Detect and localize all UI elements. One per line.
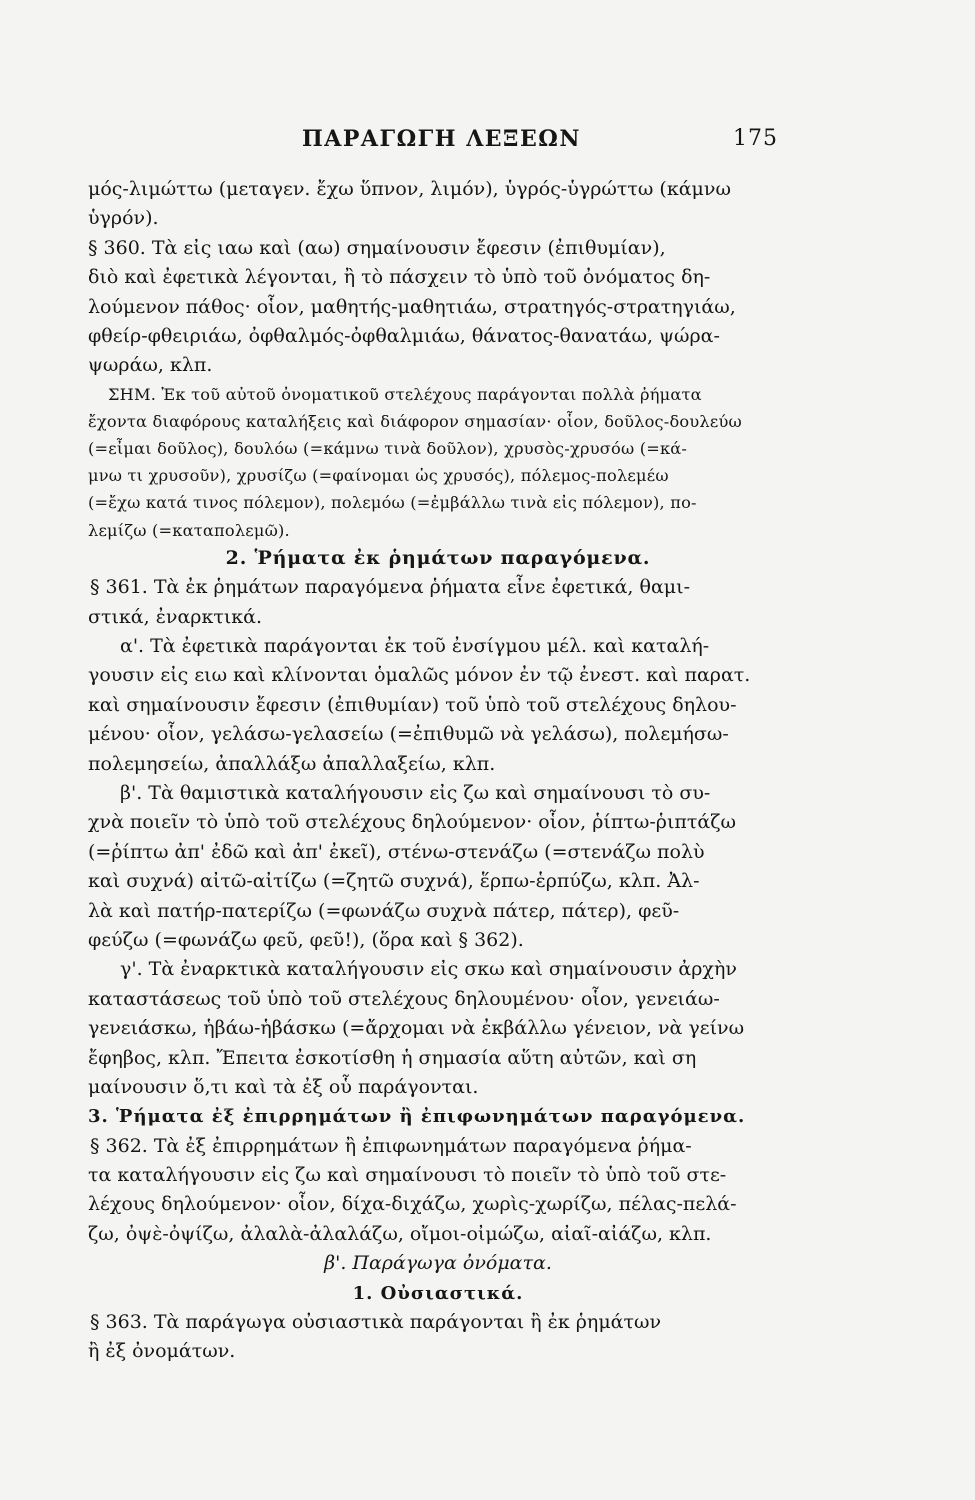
note-line: (=ἔχω κατά τινος πόλεμον), πολεμόω (=ἐμβάλλω τινὰ εἰς πόλεμον), πο-	[88, 493, 697, 513]
note-line: ἔχοντα διαφόρους καταλήξεις καὶ διάφορον σημασίαν· οἷον, δοῦλος-δουλεύω	[88, 411, 742, 431]
paragraph-361: § 361. Τὰ ἐκ ῥημάτων παραγόμενα ῥήματα εἶνε ἐφετικά, θαμι-	[90, 576, 691, 599]
subsection-heading: β'. Παράγωγα ὀνόματα.	[324, 1252, 552, 1275]
text-line: γουσιν εἰς ειω καὶ κλίνονται ὁμαλῶς μόνον ἐν τῷ ἐνεστ. καὶ παρατ.	[88, 664, 751, 687]
text-line: λούμενον πάθος· οἷον, μαθητής-μαθητιάω, στρατηγός-στρατηγιάω,	[88, 295, 736, 318]
text-line: φθείρ-φθειριάω, ὀφθαλμός-ὀφθαλμιάω, θάνατος-θανατάω, ψώρα-	[88, 324, 720, 347]
text-line: (=ῥίπτω ἀπ' ἐδῶ καὶ ἀπ' ἐκεῖ), στένω-στενάζω (=στενάζω πολὺ	[88, 840, 705, 863]
text-line: στικά, ἐναρκτικά.	[88, 605, 263, 628]
page-number: 175	[733, 126, 778, 151]
paragraph-362: § 362. Τὰ ἐξ ἐπιρρημάτων ἢ ἐπιφωνημάτων παραγόμενα ῥήμα-	[90, 1134, 692, 1157]
text-line: λὰ καὶ πατήρ-πατερίζω (=φωνάζω συχνὰ πάτερ, πάτερ), φεῦ-	[88, 899, 680, 922]
page-body	[88, 175, 788, 1367]
text-line: μένου· οἷον, γελάσω-γελασείω (=ἐπιθυμῶ νὰ γελάσω), πολεμήσω-	[88, 723, 729, 746]
text-line: γενειάσκω, ἡβάω-ἡβάσκω (=ἄρχομαι νὰ ἐκβάλλω γένειον, νὰ γείνω	[88, 1017, 745, 1040]
text-line: καὶ σημαίνουσιν ἔφεσιν (ἐπιθυμίαν) τοῦ ὑπὸ τοῦ στελέχους δηλου-	[88, 693, 737, 716]
text-line: καὶ συχνά) αἰτῶ-αἰτίζω (=ζητῶ συχνά), ἕρπω-ἑρπύζω, κλπ. Ἀλ-	[88, 870, 700, 893]
page-header-title: ΠΑΡΑΓΩΓΗ ΛΕΞΕΩΝ	[302, 126, 582, 152]
text-line: τα καταλήγουσιν εἰς ζω καὶ σημαίνουσι τὸ ποιεῖν τὸ ὑπὸ τοῦ στε-	[88, 1164, 727, 1187]
text-line: β'. Τὰ θαμιστικὰ καταλήγουσιν εἰς ζω καὶ σημαίνουσι τὸ συ-	[120, 781, 711, 804]
text-line: ζω, ὀψὲ-ὀψίζω, ἀλαλὰ-ἀλαλάζω, οἴμοι-οἰμώζω, αἰαῖ-αἰάζω, κλπ.	[88, 1222, 712, 1245]
section-heading: 3. Ῥήματα ἐξ ἐπιρρημάτων ἢ ἐπιφωνημάτων παραγόμενα.	[88, 1106, 746, 1128]
note-line: ΣΗΜ. Ἐκ τοῦ αὐτοῦ ὀνοματικοῦ στελέχους παράγονται πολλὰ ῥήματα	[108, 384, 702, 404]
running-head	[88, 126, 795, 158]
text-line: λέχους δηλούμενον· οἷον, δίχα-διχάζω, χωρὶς-χωρίζω, πέλας-πελά-	[88, 1193, 737, 1216]
text-line: α'. Τὰ ἐφετικὰ παράγονται ἐκ τοῦ ἐνσίγμου μέλ. καὶ καταλή-	[120, 635, 710, 658]
text-line: ψωράω, κλπ.	[88, 354, 213, 377]
text-line: διὸ καὶ ἐφετικὰ λέγονται, ἢ τὸ πάσχειν τὸ ὑπὸ τοῦ ὀνόματος δη-	[88, 266, 711, 289]
text-line: ὑγρόν).	[88, 207, 159, 230]
text-line: πολεμησείω, ἀπαλλάξω ἀπαλλαξείω, κλπ.	[88, 752, 496, 775]
text-line: καταστάσεως τοῦ ὑπὸ τοῦ στελέχους δηλουμένου· οἷον, γενειάω-	[88, 987, 720, 1010]
section-heading: 2. Ῥήματα ἐκ ῥημάτων παραγόμενα.	[225, 546, 651, 569]
paragraph-363: § 363. Τὰ παράγωγα οὐσιαστικὰ παράγονται ἢ ἐκ ῥημάτων	[90, 1311, 662, 1334]
text-line: μός-λιμώττω (μεταγεν. ἔχω ὕπνον, λιμόν), ὑγρός-ὑγρώττω (κάμνω	[88, 178, 731, 200]
text-line: φεύζω (=φωνάζω φεῦ, φεῦ!), (ὅρα καὶ § 362).	[88, 928, 524, 951]
section-heading: 1. Οὐσιαστικά.	[352, 1282, 524, 1304]
text-line: ἢ ἐξ ὀνομάτων.	[88, 1340, 236, 1363]
note-line: λεμίζω (=καταπολεμῶ).	[88, 520, 290, 540]
text-line: χνὰ ποιεῖν τὸ ὑπὸ τοῦ στελέχους δηλούμενον· οἷον, ῥίπτω-ῥιπτάζω	[88, 811, 737, 834]
text-line: γ'. Τὰ ἐναρκτικὰ καταλήγουσιν εἰς σκω καὶ σημαίνουσιν ἀρχὴν	[120, 958, 737, 981]
note-line: μνω τι χρυσοῦν), χρυσίζω (=φαίνομαι ὡς χρυσός), πόλεμος-πολεμέω	[88, 466, 669, 486]
paragraph-360: § 360. Τὰ εἰς ιαω καὶ (αω) σημαίνουσιν ἔφεσιν (ἐπιθυμίαν),	[88, 236, 666, 259]
text-line: ἔφηβος, κλπ. Ἔπειτα ἐσκοτίσθη ἡ σημασία αὕτη αὐτῶν, καὶ ση	[88, 1046, 697, 1069]
text-line: μαίνουσιν ὅ,τι καὶ τὰ ἐξ οὗ παράγονται.	[88, 1075, 479, 1098]
note-line: (=εἶμαι δοῦλος), δουλόω (=κάμνω τινὰ δοῦλον), χρυσὸς-χρυσόω (=κά-	[88, 439, 688, 459]
